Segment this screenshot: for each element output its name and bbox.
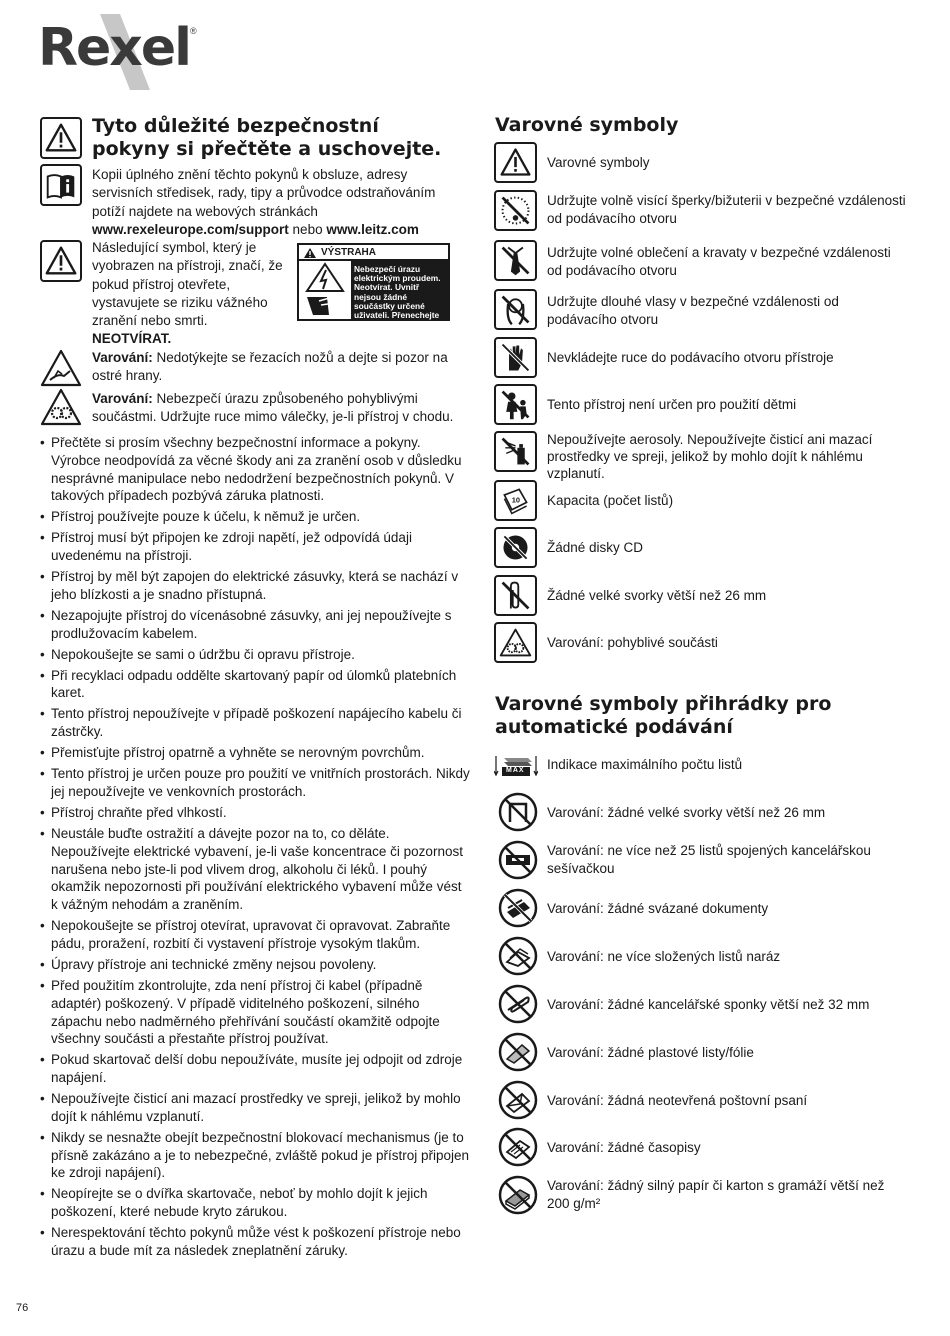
no-jewellery-icon bbox=[494, 190, 537, 231]
list-item: • Přečtěte si prosím všechny bezpečnostní informace a pokyny. Výrobce neodpovídá za věcné škody ani za zranění osob v důsledku nesprávné manipulace nebo nedodržení bezpečnostních pokynů. V takových případech pozbývá záruka platnosti. bbox=[40, 434, 470, 505]
no-magazines-icon bbox=[498, 1127, 538, 1167]
list-item: • Před použitím zkontrolujte, zda není přístroj či kabel (případně adaptér) poškozený. V případě viditelného poškození, silného zápachu nebo nadměrného přehřívání součástí okamžitě odpojte všechny součásti a přestaňte přístroj používat. bbox=[40, 977, 470, 1048]
safety-instructions-list bbox=[40, 434, 470, 1263]
max-sheets-icon bbox=[494, 752, 538, 778]
left-heading: Tyto důležité bezpečnostní pokyny si přečtěte a uschovejte. bbox=[92, 115, 442, 160]
list-item: • Přemisťujte přístroj opatrně a vyhněte se nerovným povrchům. bbox=[40, 744, 470, 762]
list-item: • Přístroj chraňte před vlhkostí. bbox=[40, 804, 470, 822]
no-plastic-sleeves-icon bbox=[498, 1032, 538, 1072]
symbol-text: Varování: ne více složených listů naráz bbox=[547, 949, 781, 964]
registered-mark: ® bbox=[190, 26, 197, 36]
no-folded-sheets-icon bbox=[498, 936, 538, 976]
warning-symbols-title: Varovné symboly bbox=[495, 114, 679, 136]
page-number: 76 bbox=[16, 1302, 29, 1314]
symbol-text: Varování: žádné kancelářské sponky větší než 32 mm bbox=[547, 997, 870, 1012]
sheet-capacity-icon bbox=[494, 480, 537, 521]
symbol-text: Nepoužívejte aerosoly. Nepoužívejte čisticí ani mazací prostředky ve spreji, jelikož by mohlo dojít k náhlému vzplanutí. bbox=[547, 432, 873, 481]
label-title: VÝSTRAHA bbox=[299, 245, 448, 261]
moving-parts-warning-icon bbox=[40, 388, 82, 426]
symbol-text: Kapacita (počet listů) bbox=[547, 493, 674, 508]
symbol-text: Varování: žádné plastové listy/fólie bbox=[547, 1045, 754, 1060]
no-thick-card-icon bbox=[498, 1175, 538, 1215]
list-item: • Úpravy přístroje ani technické změny nejsou povoleny. bbox=[40, 956, 470, 974]
list-item: • Nikdy se nesnažte obejít bezpečnostní blokovací mechanismus (je to přísně zakázáno a je to nebezpečné, zvláště pokud je přístroj připojen ke zdroji napájení). bbox=[40, 1129, 470, 1182]
max-label: MAX bbox=[506, 767, 525, 774]
no-cd-icon bbox=[494, 527, 537, 568]
blade-warning-text bbox=[92, 349, 462, 386]
list-item: • Nepokoušejte se sami o údržbu či opravu přístroje. bbox=[40, 646, 470, 664]
symbol-text: Žádné disky CD bbox=[547, 540, 644, 555]
warn-label: Varování: bbox=[92, 350, 153, 365]
intro-text: Kopii úplného znění těchto pokynů k obsluze, adresy servisních středisek, rady, tipy a průvodce odstraňováním potíží najdete na webových stránkách bbox=[92, 167, 436, 219]
symbol-text: Indikace maximálního počtu listů bbox=[547, 757, 743, 772]
moving-parts-warning-text bbox=[92, 390, 472, 427]
list-item: • Neustále buďte ostražití a dávejte pozor na to, co děláte. Nepoužívejte elektrické vybavení, je-li vaše koncentrace či pozornost narušena nebo jste-li pod vlivem drog, alkoholu či léků. I pouhý okamžik nepozornosti při používání elektrického vybavení může vést k vážným nehodám a zraněním. bbox=[40, 825, 470, 914]
electric-shock-icon bbox=[299, 261, 351, 319]
no-large-clips-icon bbox=[494, 575, 537, 616]
symbol-text: Varovné symboly bbox=[547, 155, 650, 170]
no-envelopes-icon bbox=[498, 1080, 538, 1120]
symbol-text: Žádné velké svorky větší než 26 mm bbox=[547, 588, 767, 603]
list-item: • Nerespektování těchto pokynů může vést k poškození přístroje nebo úrazu a bude mít za následek zneplatnění záruky. bbox=[40, 1224, 470, 1260]
no-stapled-stack-icon bbox=[498, 840, 538, 880]
blade-warning-icon bbox=[40, 349, 82, 387]
warn2-body: Nebezpečí úrazu způsobeného pohyblivými součástmi. Udržujte ruce mimo válečky, je-li přístroj v chodu. bbox=[92, 391, 454, 425]
no-hands-icon bbox=[494, 337, 537, 378]
symbol-text: Udržujte dlouhé vlasy v bezpečné vzdálenosti od podávacího otvoru bbox=[547, 294, 839, 327]
list-item: • Přístroj používejte pouze k účelu, k němuž je určen. bbox=[40, 508, 470, 526]
electric-shock-label bbox=[297, 243, 450, 348]
no-bound-docs-icon bbox=[498, 888, 538, 928]
no-large-staples-icon bbox=[498, 792, 538, 832]
no-tie-icon bbox=[494, 240, 537, 281]
list-item: • Pokud skartovač delší dobu nepoužíváte, musíte jej odpojit od zdroje napájení. bbox=[40, 1051, 470, 1087]
label-text: Nebezpečí úrazu elektrickým proudem. Neotvírat. Uvnitř nejsou žádné součástky určené uživateli. Přenechejte údržbu kvalifikovanému servisnímu personálu. bbox=[351, 261, 448, 319]
label-warning-icon bbox=[303, 247, 317, 259]
tray-symbols-title: Varovné symboly přihrádky pro automatické podávání bbox=[495, 693, 832, 738]
symbol-text: Varování: žádné časopisy bbox=[547, 1140, 701, 1155]
symbol-text: Varování: pohyblivé součásti bbox=[547, 635, 718, 650]
warning-triangle-icon bbox=[40, 117, 82, 159]
list-item: • Nepoužívejte čisticí ani mazací prostředky ve spreji, jelikož by mohlo dojít k náhlému vzplanutí. bbox=[40, 1090, 470, 1126]
intro-paragraph bbox=[92, 166, 462, 239]
list-item: • Při recyklaci odpadu oddělte skartovaný papír od úlomků platebních karet. bbox=[40, 667, 470, 703]
no-aerosol-icon bbox=[494, 431, 537, 472]
symbol-text: Varování: ne více než 25 listů spojených kancelářskou sešívačkou bbox=[547, 843, 871, 876]
no-long-hair-icon bbox=[494, 289, 537, 330]
symbol-text: Varování: žádné velké svorky větší než 26 mm bbox=[547, 805, 826, 820]
no-children-icon bbox=[494, 384, 537, 425]
rexel-logo bbox=[38, 12, 198, 92]
support-link[interactable]: www.rexeleurope.com/support bbox=[92, 221, 289, 237]
symbol-explanation bbox=[92, 239, 292, 349]
symbol-explanation-text: Následující symbol, který je vyobrazen na přístroji, značí, že pokud přístroj otevřete, vystavujete se riziku vážného zranění nebo smrti. bbox=[92, 240, 283, 329]
list-item: • Nepokoušejte se přístroj otevírat, upravovat či opravovat. Zabraňte pádu, proražení, rozbití či vystavení přístroje vysokým tlakům. bbox=[40, 917, 470, 953]
symbol-text: Varování: žádné svázané dokumenty bbox=[547, 901, 769, 916]
read-manual-icon bbox=[40, 164, 82, 206]
symbol-text: Udržujte volné oblečení a kravaty v bezpečné vzdálenosti od podávacího otvoru bbox=[547, 245, 891, 278]
no-paperclips-icon bbox=[498, 984, 538, 1024]
leitz-link[interactable]: www.leitz.com bbox=[326, 221, 419, 237]
list-item: • Tento přístroj nepoužívejte v případě poškození napájecího kabelu či zástrčky. bbox=[40, 705, 470, 741]
symbol-text: Varování: žádná neotevřená poštovní psaní bbox=[547, 1093, 808, 1108]
list-item: • Nezapojujte přístroj do vícenásobné zásuvky, ani jej nepoužívejte s prodlužovacím kabelem. bbox=[40, 607, 470, 643]
svg-text:10: 10 bbox=[511, 495, 521, 505]
do-not-open-text: NEOTVÍRAT. bbox=[92, 331, 172, 347]
list-item: • Přístroj by měl být zapojen do elektrické zásuvky, která se nachází v jeho blízkosti a je snadno přístupná. bbox=[40, 568, 470, 604]
symbol-text: Tento přístroj není určen pro použití dětmi bbox=[547, 397, 797, 412]
warning-triangle-icon bbox=[40, 240, 82, 282]
warn1-body: Nedotýkejte se řezacích nožů a dejte si pozor na ostré hrany. bbox=[92, 350, 448, 384]
moving-parts-icon bbox=[494, 622, 537, 663]
warn-label: Varování: bbox=[92, 391, 153, 406]
list-item: • Přístroj musí být připojen ke zdroji napětí, jež odpovídá údaji uvedenému na přístroji. bbox=[40, 529, 470, 565]
intro-or: nebo bbox=[288, 221, 327, 237]
symbol-text: Udržujte volně visící šperky/bižuterii v bezpečné vzdálenosti od podávacího otvoru bbox=[547, 193, 906, 226]
symbol-text: Nevkládejte ruce do podávacího otvoru přístroje bbox=[547, 350, 834, 365]
logo-text: Rexel bbox=[38, 18, 190, 78]
list-item: • Neopírejte se o dvířka skartovače, neboť by mohlo dojít k jejich poškození, které nebude kryto zárukou. bbox=[40, 1185, 470, 1221]
symbol-text: Varování: žádný silný papír či karton s gramáží větší než 200 g/m² bbox=[547, 1178, 885, 1211]
warning-triangle-icon bbox=[494, 142, 537, 183]
list-item: • Tento přístroj je určen pouze pro použití ve vnitřních prostorách. Nikdy jej nepoužívejte ve venkovních prostorách. bbox=[40, 765, 470, 801]
